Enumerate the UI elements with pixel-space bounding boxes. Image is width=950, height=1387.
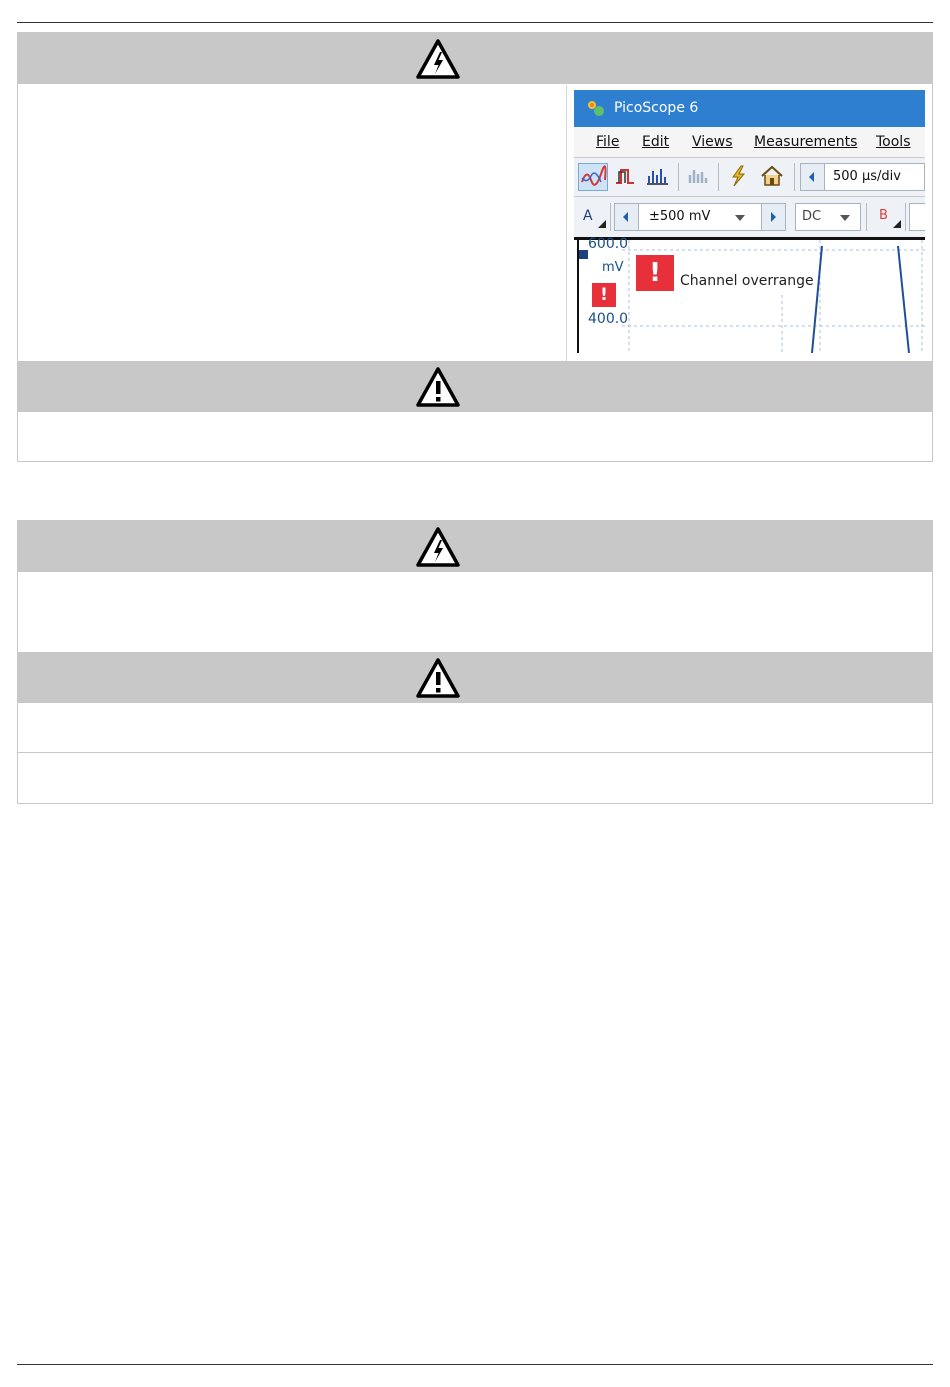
warning-table-1 xyxy=(17,32,933,462)
channel-b-label: B xyxy=(879,208,888,223)
channel-b-button[interactable] xyxy=(871,203,901,231)
channel-a-coupling-value: DC xyxy=(802,209,822,224)
timebase-decrease-button[interactable] xyxy=(801,164,825,190)
picoscope-title-bar xyxy=(574,90,925,127)
electrical-hazard-icon xyxy=(415,38,461,80)
warning-text-cell-3 xyxy=(18,572,932,652)
pulse-icon xyxy=(612,163,640,189)
home-button[interactable] xyxy=(758,163,788,191)
trace-falling-edge xyxy=(898,246,909,353)
timebase-value: 500 µs/div xyxy=(833,169,901,184)
trigger-button[interactable] xyxy=(724,163,754,191)
channel-a-button[interactable] xyxy=(578,203,608,231)
toolbar-separator xyxy=(718,163,719,191)
electrical-hazard-icon xyxy=(415,526,461,568)
menu-edit[interactable]: Edit xyxy=(642,134,670,150)
channel-a-range-control[interactable] xyxy=(614,203,786,231)
channel-a-label: A xyxy=(583,208,593,224)
axis-overrange-glyph: ! xyxy=(600,285,608,305)
range-decrease-button[interactable] xyxy=(615,204,639,230)
toolbar-separator xyxy=(905,203,906,231)
warning-text-cell-2 xyxy=(18,412,932,460)
picoscope-screenshot xyxy=(574,90,925,353)
electrical-hazard-band xyxy=(18,33,932,84)
persistence-mode-button[interactable] xyxy=(612,163,642,191)
toolbar-separator xyxy=(794,163,795,191)
cell-divider xyxy=(566,85,567,361)
right-arrow-icon xyxy=(762,204,784,230)
chevron-down-icon[interactable] xyxy=(733,213,747,223)
warning-table-2 xyxy=(17,520,933,804)
overrange-alert-glyph: ! xyxy=(649,258,661,288)
channel-a-range-value: ±500 mV xyxy=(649,209,711,224)
y-axis-mid-label: 400.0 xyxy=(588,311,629,327)
channel-a-coupling-select[interactable] xyxy=(795,203,861,231)
axis-overrange-icon xyxy=(592,283,616,307)
bar-graph-faded-icon xyxy=(684,163,712,189)
menu-file[interactable]: File xyxy=(596,134,620,150)
menu-tools[interactable]: Tools xyxy=(876,134,911,150)
overrange-alert-icon xyxy=(636,255,674,291)
general-warning-band xyxy=(18,652,932,703)
picoscope-main-toolbar xyxy=(574,158,925,197)
scope-graph[interactable] xyxy=(574,236,925,353)
picoscope-menubar xyxy=(574,127,925,158)
corner-dropdown-icon xyxy=(893,220,901,228)
electrical-hazard-band xyxy=(18,521,932,572)
home-icon xyxy=(758,163,786,189)
y-axis-top-label: 600.0 xyxy=(588,236,629,252)
timebase-control[interactable] xyxy=(800,163,925,191)
picoscope-channel-toolbar xyxy=(574,197,925,240)
spectrum-mode-button[interactable] xyxy=(644,163,674,191)
picoscope-logo-icon xyxy=(586,99,608,119)
chevron-down-icon xyxy=(838,213,852,223)
graph-grid xyxy=(574,240,925,353)
toolbar-separator xyxy=(610,203,611,231)
spectrum-bars-icon xyxy=(644,163,672,189)
channel-b-range-control[interactable] xyxy=(909,203,925,231)
toolbar-separator xyxy=(866,203,867,231)
scope-mode-button[interactable] xyxy=(578,163,608,191)
lightning-icon xyxy=(724,163,752,189)
warning-text-cell-4 xyxy=(18,703,932,752)
corner-dropdown-icon xyxy=(598,220,606,228)
menu-views[interactable]: Views xyxy=(692,134,733,150)
general-warning-band xyxy=(18,361,932,412)
left-arrow-icon xyxy=(801,164,823,190)
warning-text-cell-5 xyxy=(18,753,932,802)
scope-wave-icon xyxy=(579,164,607,190)
footer-rule xyxy=(17,1364,933,1365)
warning-text-cell-1 xyxy=(18,85,566,361)
range-increase-button[interactable] xyxy=(761,204,785,230)
overrange-message: Channel overrange xyxy=(680,273,814,289)
menu-measurements[interactable]: Measurements xyxy=(754,134,858,150)
warning-icon xyxy=(415,366,461,408)
left-arrow-icon xyxy=(615,204,637,230)
y-axis-unit-label: mV xyxy=(602,260,624,275)
mso-mode-button[interactable] xyxy=(684,163,714,191)
warning-icon xyxy=(415,657,461,699)
toolbar-separator xyxy=(678,163,679,191)
header-rule xyxy=(17,22,933,23)
y-axis xyxy=(577,240,579,353)
picoscope-window-title: PicoScope 6 xyxy=(614,100,699,116)
channel-a-axis-marker[interactable] xyxy=(579,250,588,259)
